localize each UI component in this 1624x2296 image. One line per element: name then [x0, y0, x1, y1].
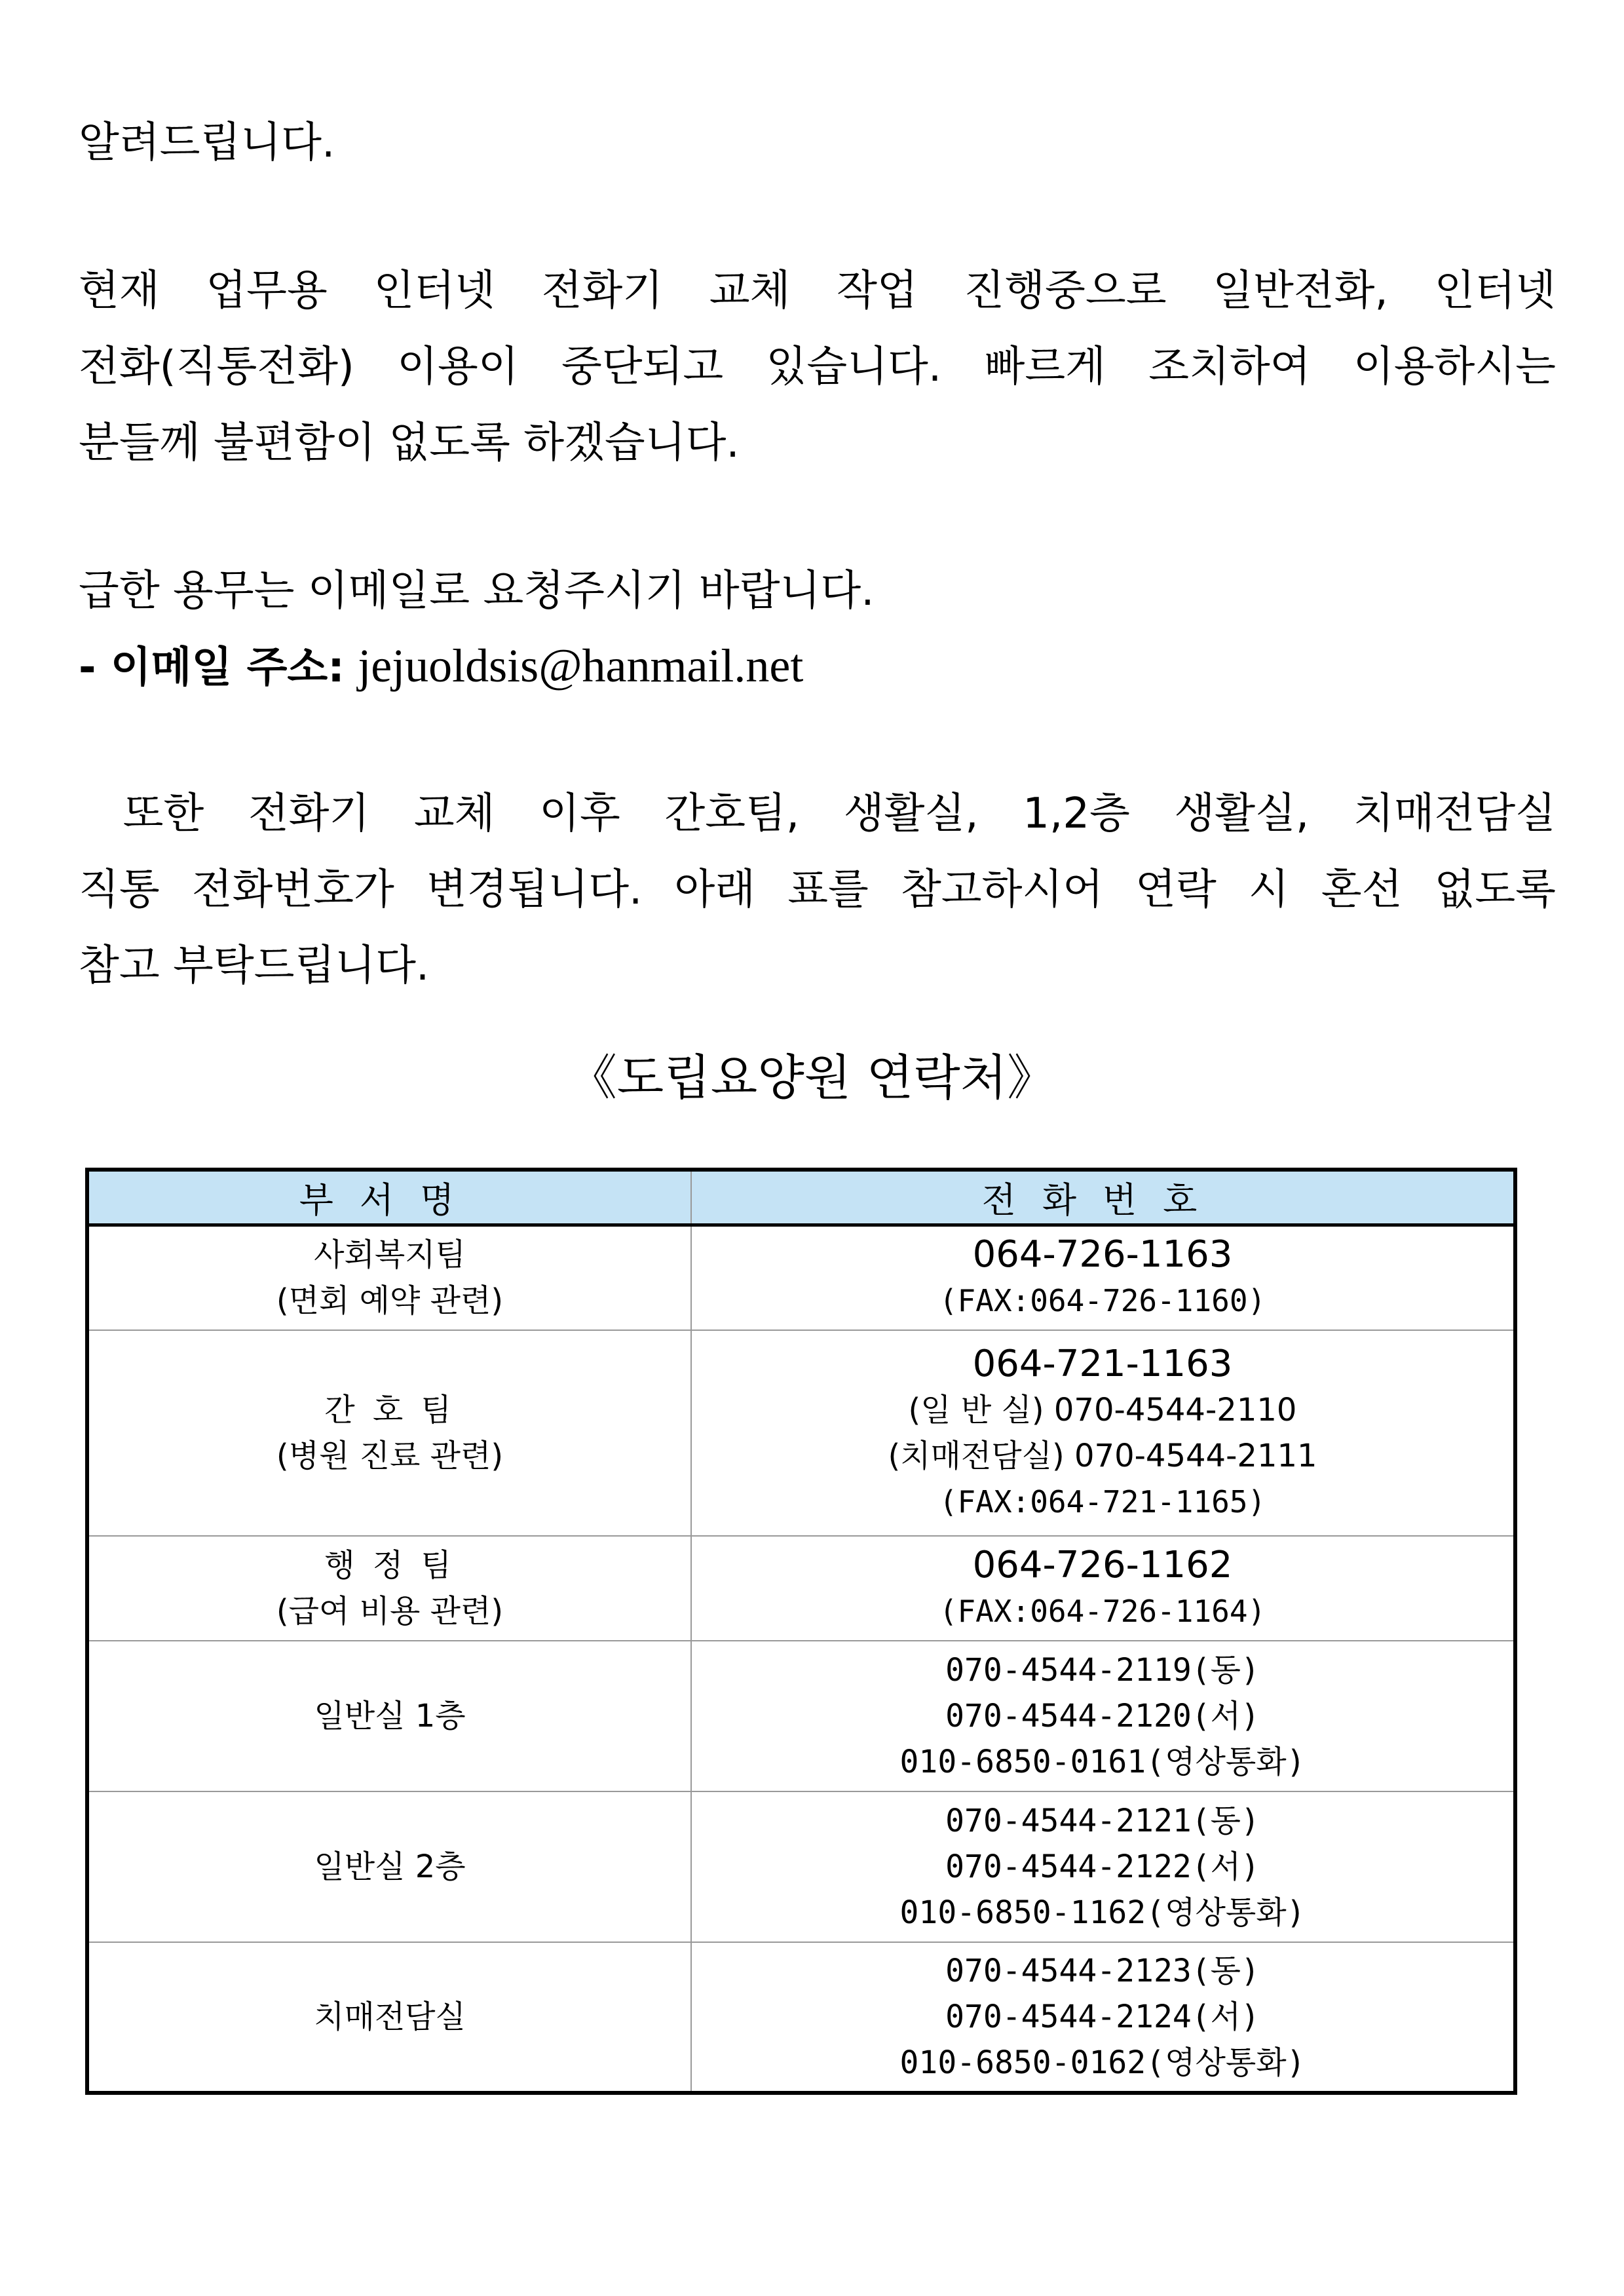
- phone-number: 070-4544-2119(동): [945, 1651, 1260, 1689]
- urgent-line: 급한 용무는 이메일로 요청주시기 바랍니다.: [79, 567, 875, 615]
- department-cell: [87, 1641, 691, 1791]
- department-cell: [87, 1791, 691, 1942]
- department-note: (병원 진료 관련): [276, 1437, 504, 1474]
- department-name: 행 정 팀: [324, 1546, 455, 1584]
- notice-line-3: 분들께 불편함이 없도록 하겠습니다.: [79, 419, 740, 467]
- department-cell: [87, 1942, 691, 2093]
- phone-number: (일 반 실) 070-4544-2110: [908, 1391, 1297, 1428]
- table-row: [87, 1225, 1515, 1330]
- intro-text: 알려드립니다.: [79, 119, 335, 167]
- department-name: 사회복지팀: [314, 1236, 466, 1274]
- phone-number: 070-4544-2120(서): [945, 1697, 1260, 1734]
- change-line-3: 참고 부탁드립니다.: [79, 942, 430, 990]
- fax-number: (FAX:064-721-1165): [939, 1483, 1266, 1520]
- phone-number: (치매전담실) 070-4544-2111: [888, 1437, 1317, 1474]
- department-note: (면회 예약 관련): [276, 1282, 504, 1320]
- fax-number: (FAX:064-726-1160): [939, 1283, 1266, 1319]
- table-row: [87, 1641, 1515, 1791]
- department-name: 일반실 2층: [314, 1848, 466, 1885]
- change-line-1: 또한 전화기 교체 이후 간호팀, 생활실, 1,2층 생활실, 치매전담실: [79, 790, 1556, 838]
- table-title: 《도립요양원 연락처》: [568, 1050, 1056, 1106]
- department-cell: [87, 1536, 691, 1641]
- phone-number: 070-4544-2123(동): [945, 1952, 1260, 1989]
- phone-number: 010-6850-1162(영상통화): [899, 1894, 1306, 1931]
- phone-number: 064-726-1163: [972, 1233, 1233, 1276]
- phone-number: 064-726-1162: [972, 1543, 1233, 1586]
- email-line: [79, 628, 1556, 706]
- table-row: [87, 1942, 1515, 2093]
- phone-number: 070-4544-2124(서): [945, 1998, 1260, 2035]
- fax-number: (FAX:064-726-1164): [939, 1593, 1266, 1629]
- phone-cell: [691, 1791, 1515, 1942]
- phone-cell: [691, 1330, 1515, 1536]
- header-department: 부서명: [87, 1170, 691, 1225]
- change-line-2: 직통 전화번호가 변경됩니다. 아래 표를 참고하시어 연락 시 혼선 없도록: [79, 866, 1556, 914]
- table-row: [87, 1536, 1515, 1641]
- department-cell: [87, 1225, 691, 1330]
- department-name: 일반실 1층: [314, 1697, 466, 1734]
- phone-cell: [691, 1942, 1515, 2093]
- phone-number: 064-721-1163: [972, 1342, 1233, 1385]
- email-address: jejuoldsis@hanmail.net: [358, 640, 804, 692]
- phone-number: 070-4544-2121(동): [945, 1802, 1260, 1839]
- phone-number: 010-6850-0162(영상통화): [899, 2044, 1306, 2081]
- notice-line-2: 전화(직통전화) 이용이 중단되고 있습니다. 빠르게 조치하여 이용하시는: [79, 343, 1556, 391]
- header-phone: 전화번호: [691, 1170, 1515, 1225]
- phone-number: 010-6850-0161(영상통화): [899, 1743, 1306, 1780]
- notice-line-1: 현재 업무용 인터넷 전화기 교체 작업 진행중으로 일반전화, 인터넷: [79, 267, 1556, 315]
- phone-cell: [691, 1536, 1515, 1641]
- department-name: 간 호 팀: [324, 1391, 455, 1428]
- table-row: [87, 1791, 1515, 1942]
- table-body: [87, 1225, 1515, 2093]
- department-cell: [87, 1330, 691, 1536]
- phone-number: 070-4544-2122(서): [945, 1848, 1260, 1885]
- phone-cell: [691, 1641, 1515, 1791]
- email-label: - 이메일 주소:: [79, 643, 345, 692]
- table-row: [87, 1330, 1515, 1536]
- contact-table: [85, 1168, 1517, 2095]
- department-name: 치매전담실: [314, 1998, 466, 2035]
- phone-cell: [691, 1225, 1515, 1330]
- table-header-row: [87, 1170, 1515, 1225]
- department-note: (급여 비용 관련): [276, 1592, 504, 1630]
